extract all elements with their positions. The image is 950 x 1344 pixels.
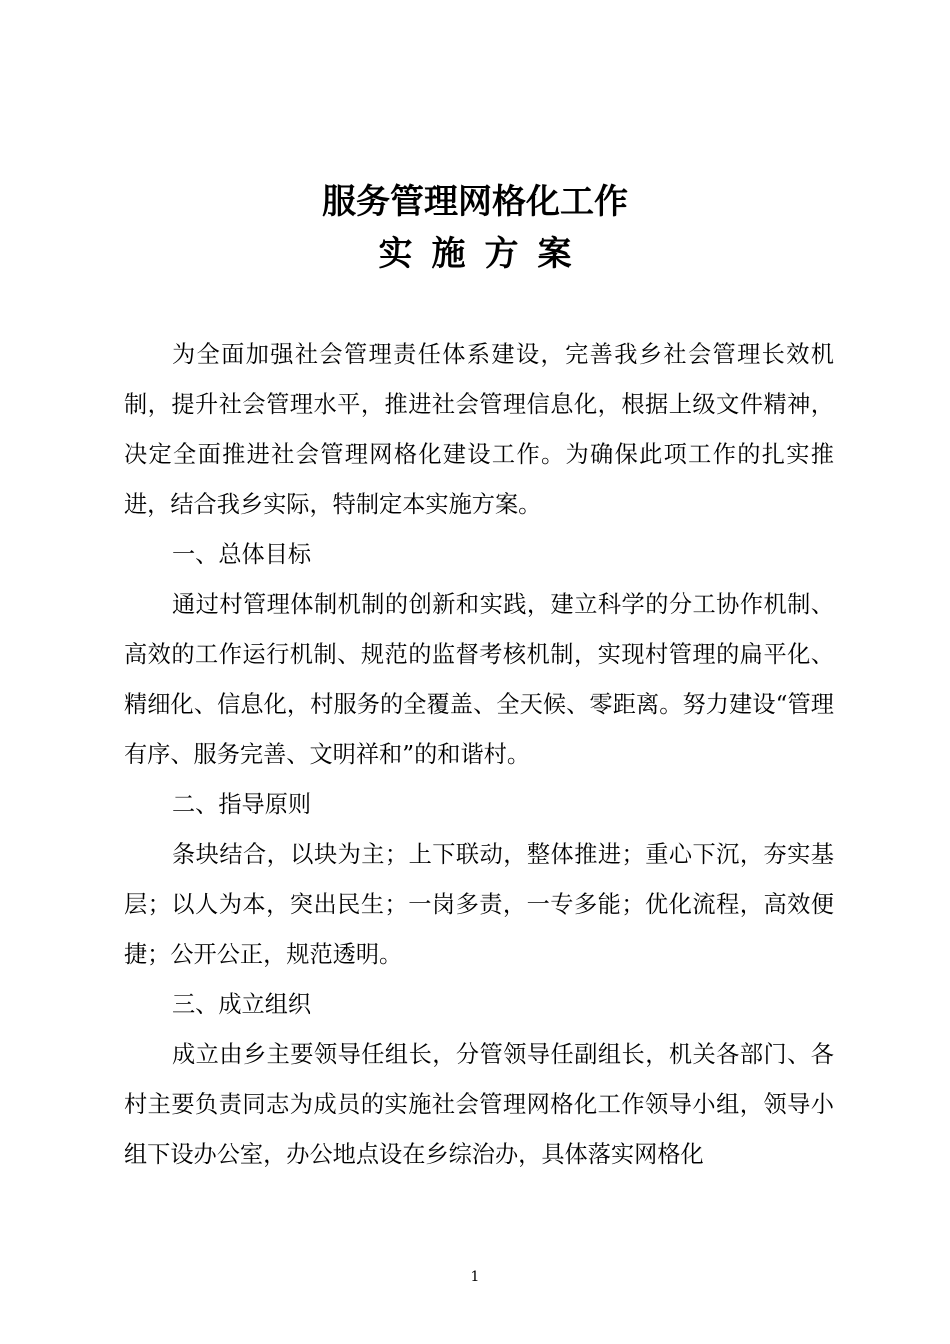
document-body [124,330,834,1180]
page-number: 1 [470,1269,480,1285]
section-heading-goals: 一、总体目标 [172,541,312,568]
paragraph-principles: 条块结合，以块为主；上下联动，整体推进；重心下沉，夯实基层；以人为本，突出民生；一岗多责，一专多能；优化流程，高效便捷；公开公正，规范透明。 [124,841,834,968]
paragraph-goals: 通过村管理体制机制的创新和实践，建立科学的分工协作机制、高效的工作运行机制、规范的监督考核机制，实现村管理的扁平化、精细化、信息化，村服务的全覆盖、全天候、零距离。努力建设“管理有序、服务完善、文明祥和”的和谐村。 [124,591,834,768]
document-title: 服务管理网格化工作 [322,182,628,222]
section-heading-principles: 二、指导原则 [172,791,312,818]
paragraph-intro: 为全面加强社会管理责任体系建设，完善我乡社会管理长效机制，提升社会管理水平，推进社会管理信息化，根据上级文件精神，决定全面推进社会管理网格化建设工作。为确保此项工作的扎实推进，结合我乡实际，特制定本实施方案。 [124,341,834,518]
paragraph-organization: 成立由乡主要领导任组长，分管领导任副组长，机关各部门、各村主要负责同志为成员的实施社会管理网格化工作领导小组，领导小组下设办公室，办公地点设在乡综治办，具体落实网格化 [124,1041,834,1168]
document-subtitle: 实施方案 [378,234,591,274]
section-heading-organization: 三、成立组织 [172,991,312,1018]
